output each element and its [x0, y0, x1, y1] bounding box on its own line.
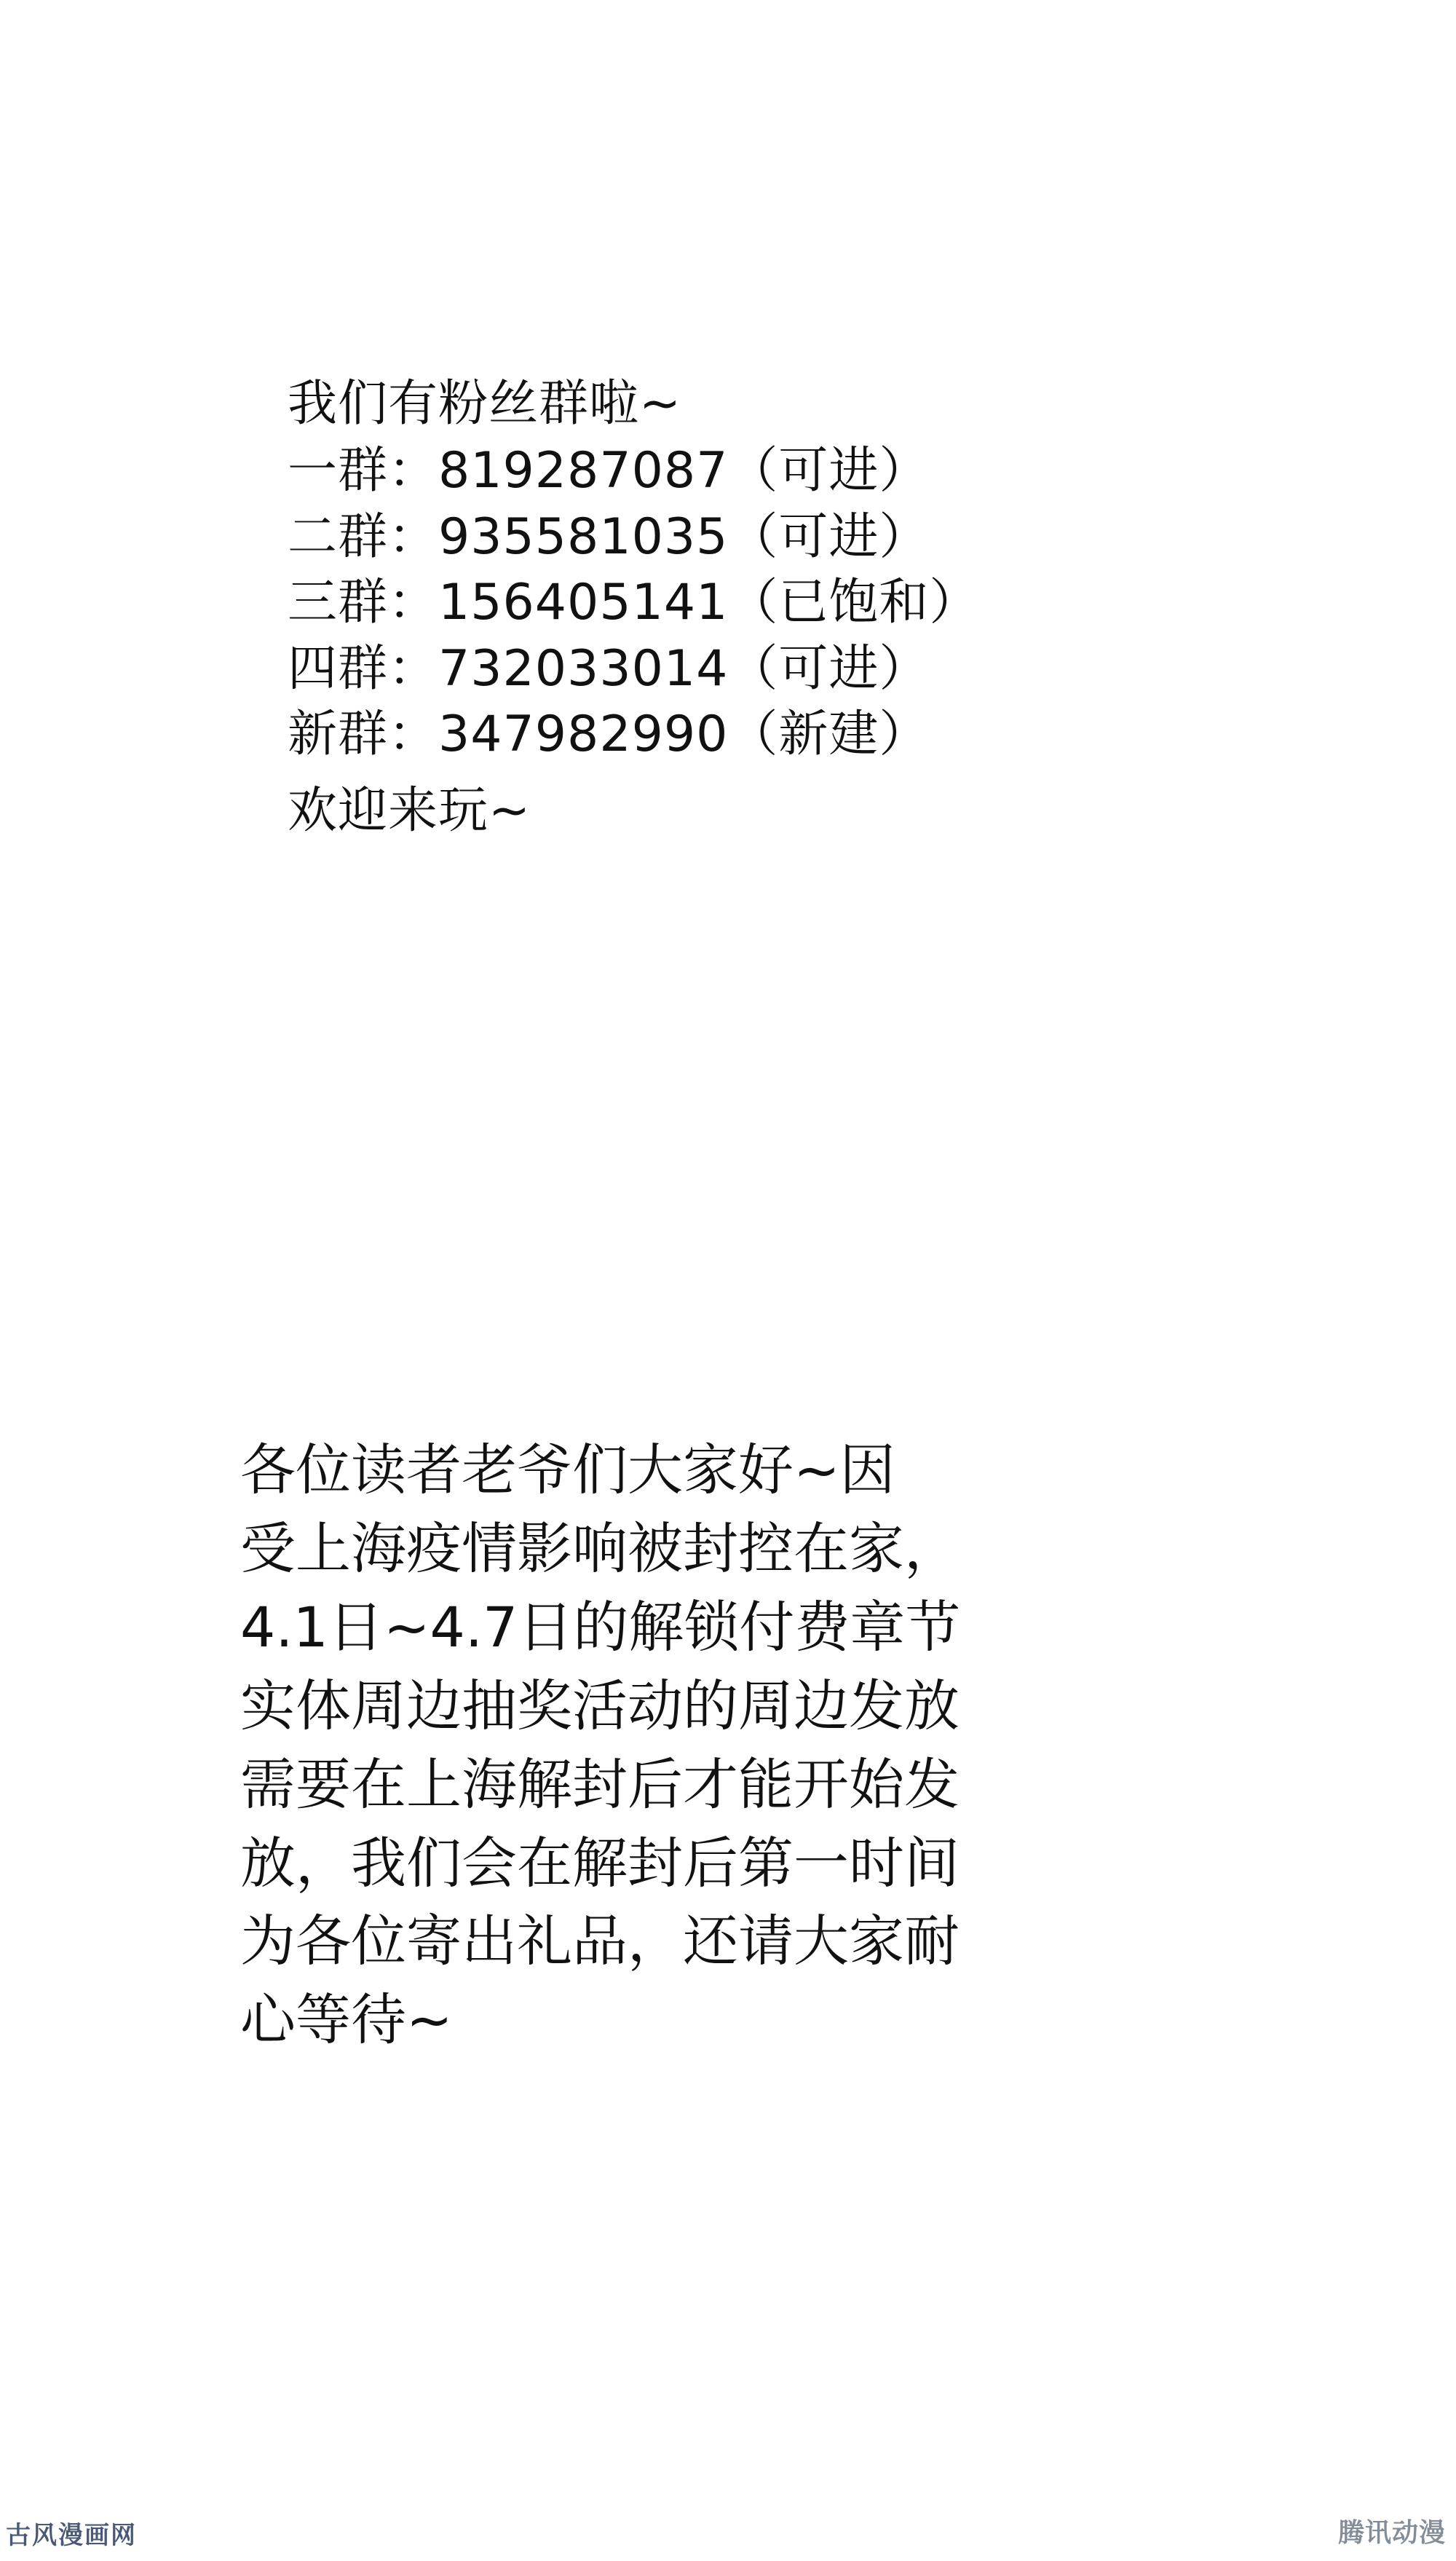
- announcement-line-1: 各位读者老爷们大家好~因: [240, 1437, 895, 1502]
- watermark-right-label: 腾讯动漫: [1337, 2518, 1446, 2548]
- announcement-line-6: 放，我们会在解封后第一时间: [240, 1830, 960, 1895]
- group-line-3: 三群：156405141（已饱和）: [288, 574, 980, 632]
- group-line-1: 一群：819287087（可进）: [288, 442, 930, 500]
- announcement-line-8: 心等待~: [240, 1987, 453, 2053]
- announcement-line-3: 4.1日~4.7日的解锁付费章节: [240, 1594, 961, 1660]
- announcement-line-4: 实体周边抽奖活动的周边发放: [240, 1673, 960, 1738]
- group-notice-closing: 欢迎来玩~: [288, 781, 531, 840]
- group-line-5: 新群：347982990（新建）: [288, 706, 930, 764]
- site-watermark-left: 古风漫画网: [6, 2521, 137, 2550]
- fan-group-notice: [288, 371, 1270, 844]
- announcement-text: [240, 1431, 1281, 2059]
- site-watermark-right: [1338, 2512, 1446, 2549]
- group-notice-heading: 我们有粉丝群啦~: [288, 375, 681, 433]
- group-line-4: 四群：732033014（可进）: [288, 639, 930, 698]
- announcement-line-5: 需要在上海解封后才能开始发: [240, 1751, 960, 1817]
- announcement-line-2: 受上海疫情影响被封控在家，: [240, 1515, 960, 1581]
- group-line-2: 二群：935581035（可进）: [288, 508, 930, 566]
- announcement-line-7: 为各位寄出礼品，还请大家耐: [240, 1909, 960, 1974]
